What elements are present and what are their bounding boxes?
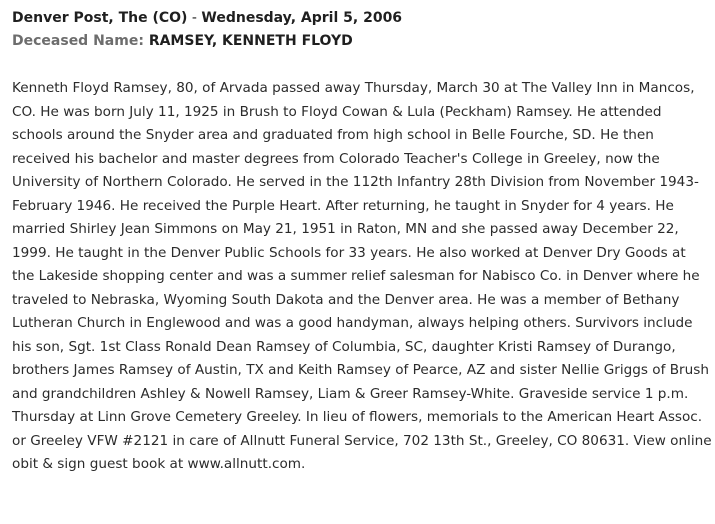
- deceased-name-label: Deceased Name:: [12, 33, 144, 49]
- deceased-name-line: [12, 31, 707, 52]
- deceased-name-value: RAMSEY, KENNETH FLOYD: [148, 33, 353, 49]
- obituary-text: Kenneth Floyd Ramsey, 80, of Arvada passed away Thursday, March 30 at The Valley Inn in Mancos, CO. He was born July 11, 1925 in Brush to Floyd Cowan & Lula (Peckham) Ramsey. He attended schools around the Snyder area and graduated from high school in Belle Fourche, SD. He then received his bachelor and master degrees from Colorado Teacher's College in Greeley, now the University of Northern Colorado. He served in the 112th Infantry 28th Division from November 1943-February 1946. He received the Purple Heart. After returning, he taught in Snyder for 4 years. He married Shirley Jean Simmons on May 21, 1951 in Raton, MN and she passed away December 22, 1999. He taught in the Denver Public Schools for 33 years. He also worked at Denver Dry Goods at the Lakeside shopping center and was a summer relief salesman for Nabisco Co. in Denver where he traveled to Nebraska, Wyoming South Dakota and the Denver area. He was a member of Bethany Lutheran Church in Englewood and was a good handyman, always helping others. Survivors include his son, Sgt. 1st Class Ronald Dean Ramsey of Columbia, SC, daughter Kristi Ramsey of Durango, brothers James Ramsey of Austin, TX and Keith Ramsey of Pearce, AZ and sister Nellie Griggs of Brush and grandchildren Ashley & Nowell Ramsey, Liam & Greer Ramsey-White. Graveside service 1 p.m. Thursday at Linn Grove Cemetery Greeley. In lieu of flowers, memorials to the American Heart Assoc. or Greeley VFW #2121 in care of Allnutt Funeral Service, 702 13th St., Greeley, CO 80631. View online obit & sign guest book at www.allnutt.com.: [12, 80, 712, 472]
- publication-name: Denver Post, The (CO): [12, 10, 188, 26]
- publication-date: Wednesday, April 5, 2006: [201, 10, 403, 26]
- publication-header: [12, 8, 707, 29]
- header-separator: -: [187, 10, 202, 26]
